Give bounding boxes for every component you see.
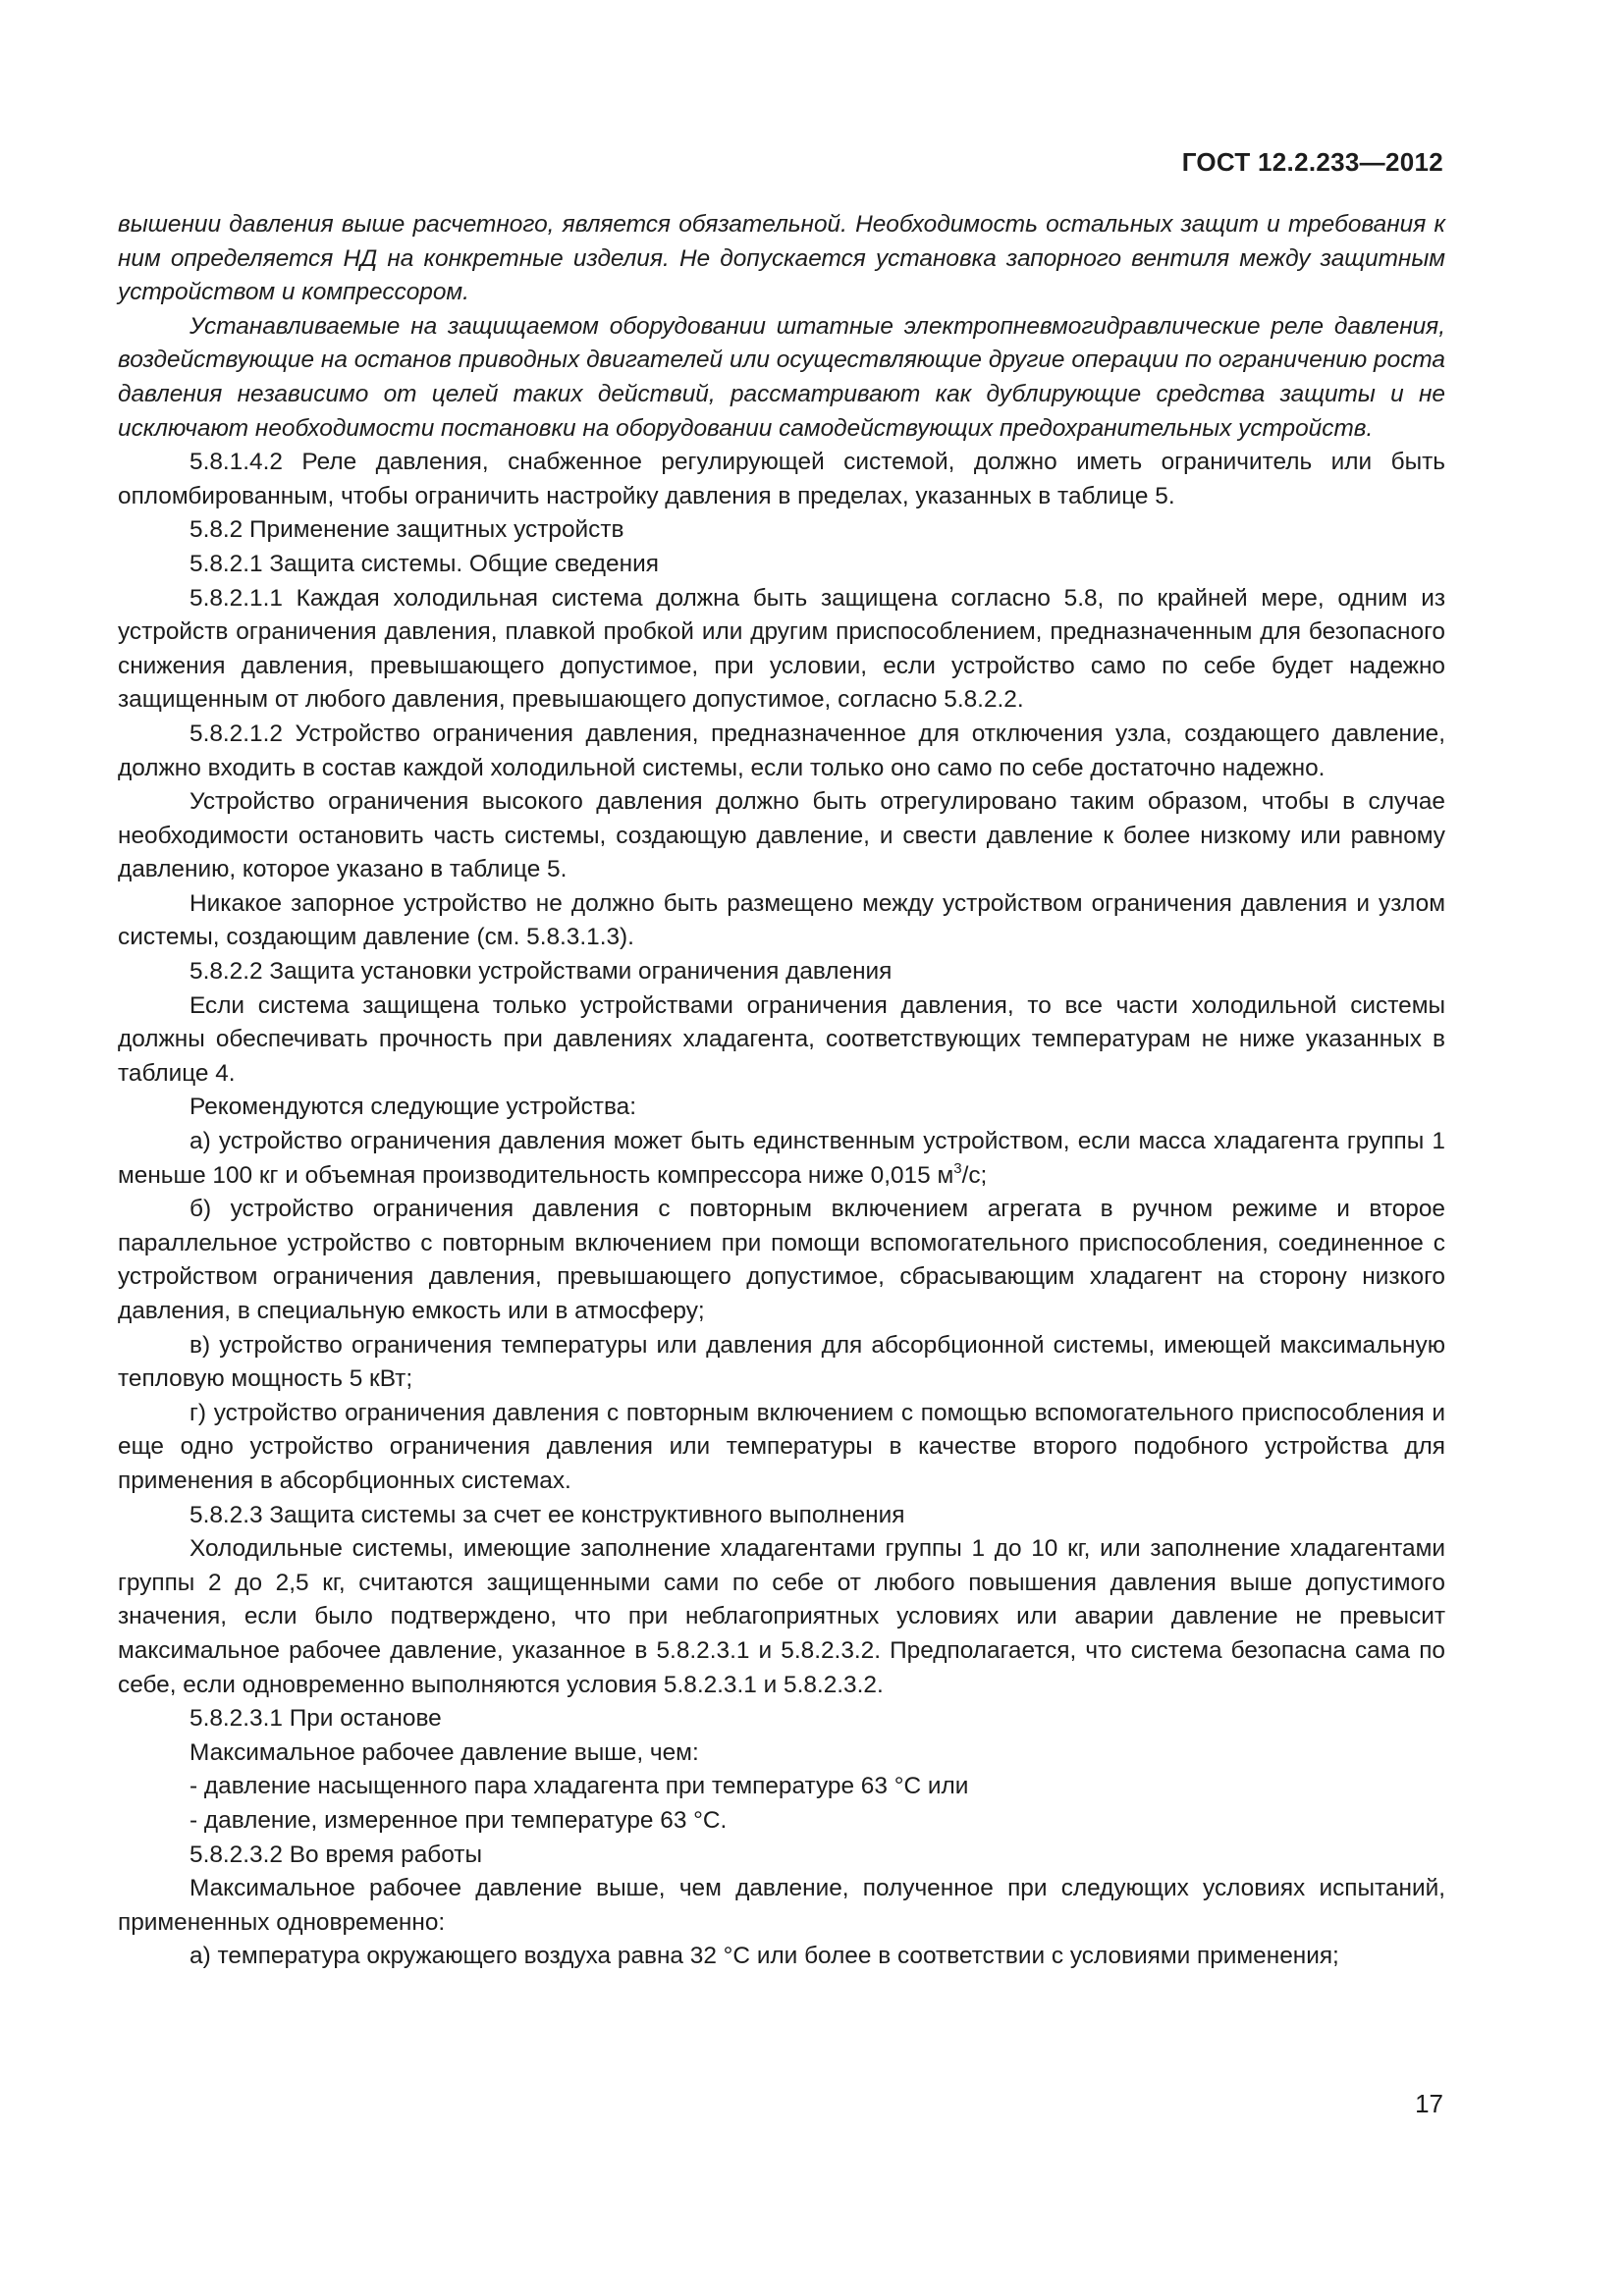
paragraph: Холодильные системы, имеющие заполнение хладагентами группы 1 до 10 кг, или заполнение хладагентами группы 2 до 2,5 кг, считаются защищенными сами по себе от любого повышения давления выше допустимого значения, если было подтверждено, что при неблагоприятных условиях или аварии давление не превысит максимальное рабочее давление, указанное в 5.8.2.3.1 и 5.8.2.3.2. Предполагается, что система безопасна сама по себе, если одновременно выполняются условия 5.8.2.3.1 и 5.8.2.3.2. bbox=[118, 1535, 1445, 1698]
list-item-text: а) устройство ограничения давления может быть единственным устройством, если масса хладагента группы 1 меньше 100 кг и объемная производительность компрессора ниже 0,015 м bbox=[118, 1128, 1445, 1189]
section-heading: 5.8.2.2 Защита установки устройствами ограничения давления bbox=[189, 958, 893, 986]
list-item: в) устройство ограничения температуры или давления для абсорбционной системы, имеющей максимальную тепловую мощность 5 кВт; bbox=[118, 1331, 1445, 1393]
superscript: 3 bbox=[953, 1159, 962, 1177]
paragraph: 5.8.2.1.2 Устройство ограничения давления, предназначенное для отключения узла, создающего давление, должно входить в состав каждой холодильной системы, если только оно само по себе достаточно надежно. bbox=[118, 720, 1445, 781]
list-item-tail: /с; bbox=[961, 1161, 988, 1189]
section-heading: 5.8.2.3.1 При останове bbox=[189, 1705, 442, 1733]
list-item: б) устройство ограничения давления с повторным включением агрегата в ручном режиме и второе параллельное устройство с повторным включением при помощи вспомогательного приспособления, соединенное с устройством ограничения давления, превышающего допустимое, сбрасывающим хладагент на сторону низкого давления, в специальную емкость или в атмосферу; bbox=[118, 1196, 1445, 1324]
paragraph: 5.8.2.1.1 Каждая холодильная система должна быть защищена согласно 5.8, по крайней мере, одним из устройств ограничения давления, плавкой пробкой или другим приспособлением, предназначенным для безопасного снижения давления, превышающего допустимое, при условии, если устройство само по себе будет надежно защищенным от любого давления, превышающего допустимое, согласно 5.8.2.2. bbox=[118, 584, 1445, 714]
paragraph: 5.8.1.4.2 Реле давления, снабженное регулирующей системой, должно иметь ограничитель или быть опломбированным, чтобы ограничить настройку давления в пределах, указанных в таблице 5. bbox=[118, 449, 1445, 509]
paragraph: Максимальное рабочее давление выше, чем давление, полученное при следующих условиях испытаний, примененных одновременно: bbox=[118, 1875, 1445, 1936]
paragraph: Если система защищена только устройствами ограничения давления, то все части холодильной системы должны обеспечивать прочность при давлениях хладагента, соответствующих температурам не ниже указанных в таблице 4. bbox=[118, 991, 1445, 1087]
document-body bbox=[118, 208, 1445, 1974]
list-item bbox=[118, 1125, 1445, 1193]
list-item: - давление насыщенного пара хладагента при температуре 63 °C или bbox=[189, 1773, 969, 1800]
list-item: а) температура окружающего воздуха равна 32 °C или более в соответствии с условиями применения; bbox=[189, 1943, 1339, 1970]
paragraph: Устанавливаемые на защищаемом оборудовании штатные электропневмогидравлические реле давления, воздействующие на останов приводных двигателей или осуществляющие другие операции по ограничению роста давления независимо от целей таких действий, рассматривают как дублирующие средства защиты и не исключают необходимости постановки на оборудовании самодействующих предохранительных устройств. bbox=[118, 312, 1445, 442]
paragraph: Никакое запорное устройство не должно быть размещено между устройством ограничения давления и узлом системы, создающим давление (см. 5.8.3.1.3). bbox=[118, 889, 1445, 951]
section-heading: 5.8.2.3 Защита системы за счет ее конструктивного выполнения bbox=[189, 1501, 905, 1528]
list-item: г) устройство ограничения давления с повторным включением с помощью вспомогательного приспособления и еще одно устройство ограничения давления или температуры в качестве второго подобного устройства для применения в абсорбционных системах. bbox=[118, 1399, 1445, 1494]
section-heading: 5.8.2 Применение защитных устройств bbox=[189, 516, 624, 544]
section-heading: 5.8.2.3.2 Во время работы bbox=[189, 1841, 482, 1868]
paragraph: Устройство ограничения высокого давления должно быть отрегулировано таким образом, чтобы в случае необходимости остановить часть системы, создающую давление, и свести давление к более низкому или равному давлению, которое указано в таблице 5. bbox=[118, 788, 1445, 883]
document-number-header: ГОСТ 12.2.233—2012 bbox=[1181, 147, 1443, 177]
list-item: - давление, измеренное при температуре 63 °C. bbox=[189, 1806, 728, 1834]
page-number: 17 bbox=[1415, 2089, 1443, 2118]
paragraph: вышении давления выше расчетного, является обязательной. Необходимость остальных защит и требования к ним определяется НД на конкретные изделия. Не допускается установка запорного вентиля между защитным устройством и компрессором. bbox=[118, 211, 1445, 306]
section-heading: 5.8.2.1 Защита системы. Общие сведения bbox=[189, 550, 659, 577]
paragraph: Максимальное рабочее давление выше, чем: bbox=[189, 1738, 699, 1766]
paragraph: Рекомендуются следующие устройства: bbox=[189, 1094, 636, 1121]
